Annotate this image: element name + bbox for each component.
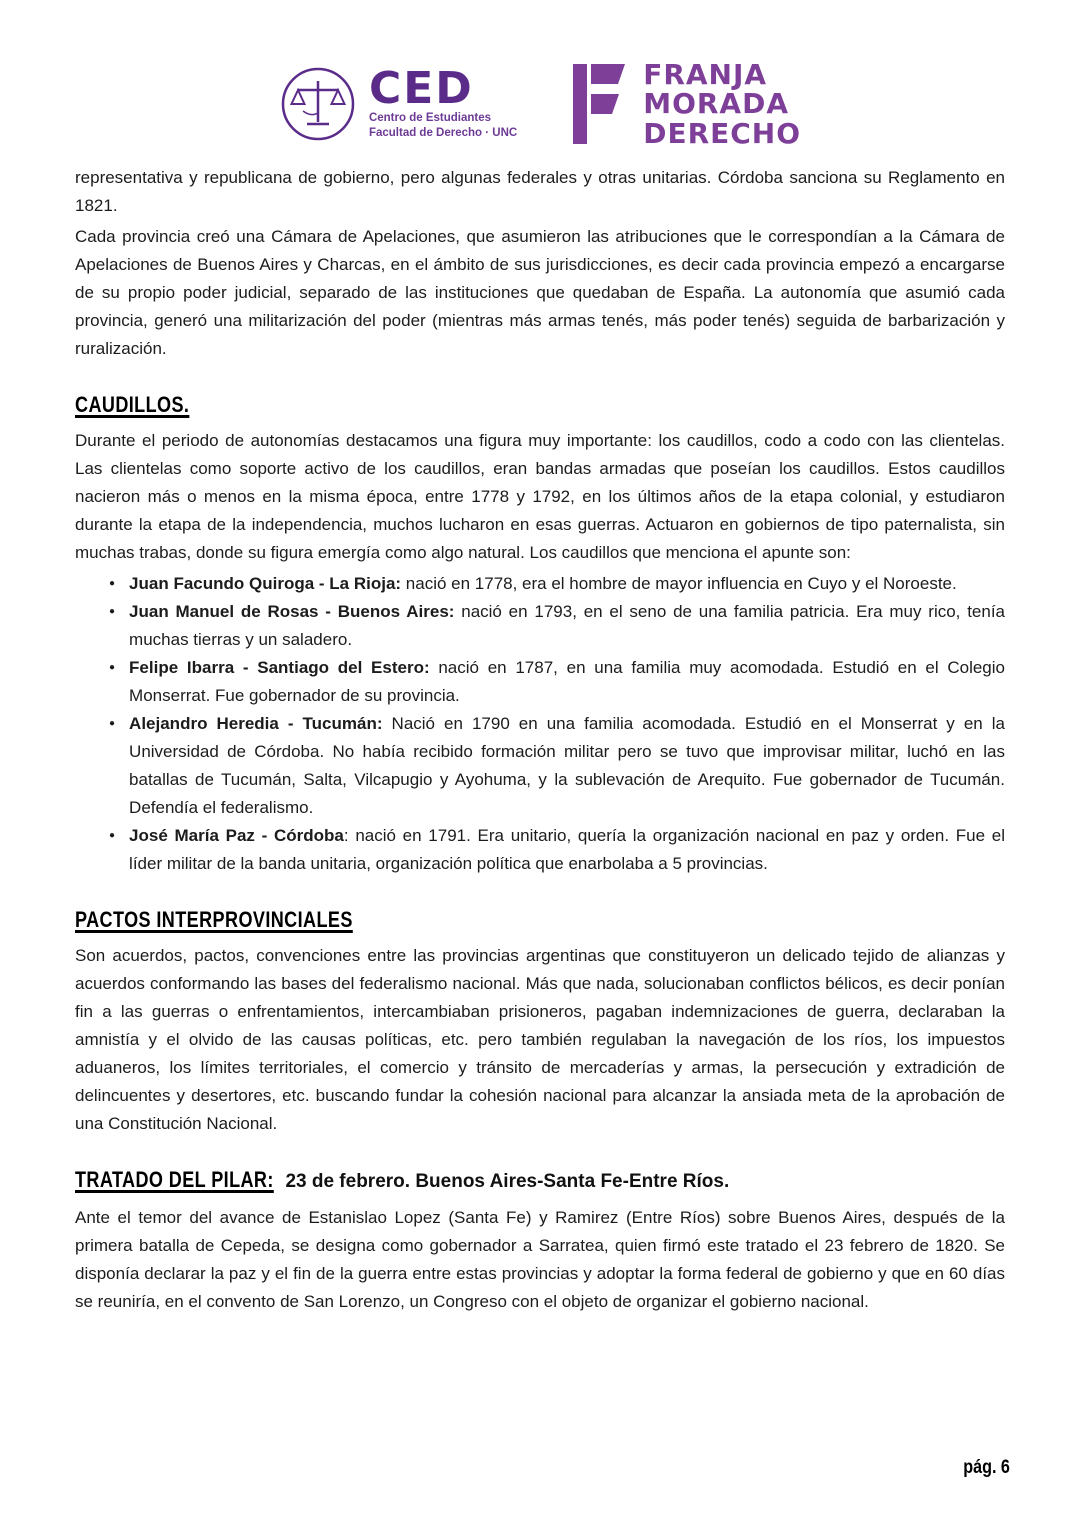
document-content	[0, 164, 1080, 1316]
bullet-icon: ●	[109, 718, 116, 730]
caudillo-name: Juan Manuel de Rosas - Buenos Aires:	[129, 602, 455, 622]
list-item-rosas	[109, 598, 1005, 654]
bullet-icon: ●	[109, 830, 116, 842]
page-number: pág. 6	[963, 1457, 1010, 1478]
ced-acronym: CED	[368, 63, 474, 115]
bullet-icon: ●	[109, 578, 116, 590]
heading-caudillos-text: CAUDILLOS.	[75, 392, 190, 418]
franja-morada-logo	[569, 60, 801, 148]
paragraph-pactos: Son acuerdos, pactos, convenciones entre las provincias argentinas que constituyeron un delicado tejido de alianzas y acuerdos conformando las bases del federalismo nacional. Más que nada, solucionaban conflictos bélicos, es decir ponían fin a las guerras o enfrentamientos, intercambiaban prisioneros, pagaban indemnizaciones de guerra, declaraban la amnistía y el olvido de las causas políticas, etc. pero también regulaban la navegación de los ríos, los impuestos aduaneros, los límites territoriales, el comercio y tránsito de mercaderías y armas, la persecución y extradición de delincuentes y desertores, etc. buscando fundar la cohesión nacional para alcanzar la ansiada meta de la aprobación de una Constitución Nacional.	[75, 946, 1005, 1134]
caudillo-desc: Nació en 1790 en una familia acomodada. Estudió en el Monserrat y en la Universidad de Córdoba. No había recibido formación militar pero se tuvo que improvisar militar, luchó en las batallas de Tucumán, Salta, Vilcapugio y Ayohuma, y la sublevación de Arequito. Fue gobernador de Tucumán. Defendía el federalismo.	[129, 714, 1005, 818]
caudillo-desc: nació en 1778, era el hombre de mayor influencia en Cuyo y el Noroeste.	[401, 574, 957, 594]
section-heading-tratado	[75, 1165, 1005, 1197]
bullet-icon: ●	[109, 662, 116, 674]
caudillo-desc: : nació en 1791. Era unitario, quería la organización nacional en paz y orden. Fue el líder militar de la banda unitaria, organización política que enarbolaba a 5 provincias.	[129, 826, 1005, 874]
caudillo-name: Felipe Ibarra - Santiago del Estero:	[129, 658, 430, 678]
paragraph-caudillos-intro: Durante el periodo de autonomías destacamos una figura muy importante: los caudillos, codo a codo con las clientelas. Las clientelas como soporte activo de los caudillos, eran bandas armadas que poseían los caudillos. Estos caudillos nacieron más o menos en la misma época, entre 1778 y 1792, en los últimos años de la etapa colonial, y estudiaron durante la etapa de la independencia, muchos lucharon en esas guerras. Actuaron en gobiernos de tipo paternalista, sin muchas trabas, donde su figura emergía como algo natural. Los caudillos que menciona el apunte son:	[75, 431, 1005, 563]
caudillo-desc: nació en 1793, en el seno de una familia patricia. Era muy rico, tenía muchas tierras y un saladero.	[129, 602, 1006, 650]
list-item-heredia	[109, 710, 1005, 822]
franja-line-3: DERECHO	[643, 116, 802, 150]
heading-pactos-text: PACTOS INTERPROVINCIALES	[75, 907, 353, 933]
ced-subtitle-2: Facultad de Derecho · UNC	[368, 127, 518, 140]
header-logos	[0, 0, 1080, 148]
franja-line-2: MORADA	[643, 87, 790, 121]
list-item-paz	[109, 822, 1005, 878]
franja-line-1: FRANJA	[643, 58, 768, 91]
list-item-ibarra	[109, 654, 1005, 710]
caudillo-desc: nació en 1787, en una familia muy acomodada. Estudió en el Colegio Monserrat. Fue gobernador de su provincia.	[129, 658, 1005, 706]
list-item-quiroga	[109, 570, 1005, 598]
ced-subtitle-1: Centro de Estudiantes	[368, 112, 492, 125]
paragraph-intro-2: Cada provincia creó una Cámara de Apelaciones, que asumieron las atribuciones que le correspondían a la Cámara de Apelaciones de Buenos Aires y Charcas, en el ámbito de sus jurisdicciones, es decir cada provincia empezó a encargarse de su propio poder judicial, separado de las instituciones que quedaban de España. La autonomía que asumió cada provincia, generó una militarización del poder (mientras más armas tenés, más poder tenés) seguida de barbarización y ruralización.	[75, 227, 1005, 359]
heading-tratado-subtitle: 23 de febrero. Buenos Aires-Santa Fe-Entre Ríos.	[285, 1171, 730, 1193]
caudillo-name: José María Paz - Córdoba	[129, 826, 344, 846]
caudillo-name: Alejandro Heredia - Tucumán:	[129, 714, 383, 734]
ced-text-block	[368, 63, 518, 141]
bullet-icon: ●	[109, 606, 116, 618]
paragraph-intro-1: representativa y republicana de gobierno, pero algunas federales y otras unitarias. Córdoba sanciona su Reglamento en 1821.	[75, 168, 1005, 216]
section-heading-caudillos	[75, 390, 1005, 420]
paragraph-tratado: Ante el temor del avance de Estanislao Lopez (Santa Fe) y Ramirez (Entre Ríos) sobre Buenos Aires, después de la primera batalla de Cepeda, se designa como gobernador a Sarratea, quien firmó este tratado el 23 febrero de 1820. Se disponía declarar la paz y el fin de la guerra entre estas provincias y adoptar la forma federal de gobierno y que en 60 días se reuniría, en el convento de San Lorenzo, un Congreso con el objeto de organizar el gobierno nacional.	[75, 1208, 1005, 1312]
franja-f-icon	[569, 60, 629, 148]
caudillo-name: Juan Facundo Quiroga - La Rioja:	[129, 574, 402, 594]
franja-text-block	[643, 60, 801, 148]
ced-logo	[279, 65, 517, 143]
scales-of-justice-icon	[279, 65, 357, 143]
caudillos-list	[75, 570, 1005, 878]
section-heading-pactos	[75, 905, 1005, 935]
heading-tratado-title: TRATADO DEL PILAR:	[75, 1167, 274, 1193]
